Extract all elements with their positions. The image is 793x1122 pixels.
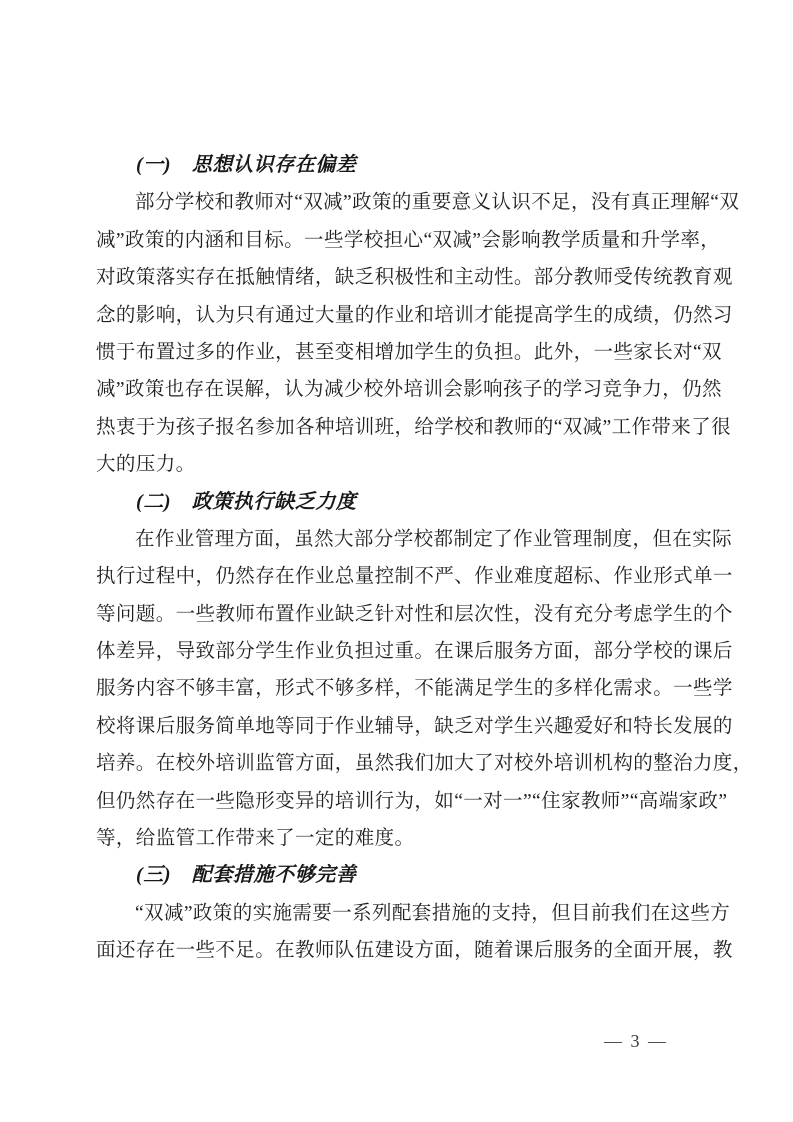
body-line: 培养。在校外培训监管方面，虽然我们加大了对校外培训机构的整治力度， [96, 753, 753, 775]
section-heading-3: (三) 配套措施不够完善 [136, 864, 357, 887]
body-line: 大的压力。 [96, 454, 196, 476]
body-line: 体差异，导致部分学生作业负担过重。在课后服务方面，部分学校的课后 [96, 641, 733, 663]
body-line: 等问题。一些教师布置作业缺乏针对性和层次性，没有充分考虑学生的个 [96, 603, 733, 625]
body-line: 校将课后服务简单地等同于作业辅导，缺乏对学生兴趣爱好和特长发展的 [96, 715, 733, 737]
section-heading-2: (二) 政策执行缺乏力度 [136, 490, 357, 513]
body-line: 在作业管理方面，虽然大部分学校都制定了作业管理制度，但在实际 [135, 528, 733, 550]
body-line: 热衷于为孩子报名参加各种培训班，给学校和教师的“双减”工作带来了很 [96, 416, 732, 438]
body-line: “双减”政策的实施需要一系列配套措施的支持，但目前我们在这些方 [135, 902, 731, 924]
section-heading-1: (一) 思想认识存在偏差 [136, 154, 357, 176]
body-line: 惯于布置过多的作业，甚至变相增加学生的负担。此外，一些家长对“双 [96, 341, 722, 363]
body-line: 念的影响，认为只有通过大量的作业和培训才能提高学生的成绩，仍然习 [96, 304, 733, 326]
body-line: 执行过程中，仍然存在作业总量控制不严、作业难度超标、作业形式单一 [96, 566, 733, 588]
document-body [96, 147, 753, 970]
body-line: 对政策落实存在抵触情绪，缺乏积极性和主动性。部分教师受传统教育观 [96, 267, 733, 289]
body-line: 减”政策也存在误解，认为减少校外培训会影响孩子的学习竞争力，仍然 [96, 379, 722, 401]
body-line: 减”政策的内涵和目标。一些学校担心“双减”会影响教学质量和升学率， [96, 229, 721, 251]
body-line: 但仍然存在一些隐形变异的培训行为，如“一对一”“住家教师”“高端家政” [96, 790, 728, 812]
body-line: 部分学校和教师对“双减”政策的重要意义认识不足，没有真正理解“双 [135, 192, 740, 214]
body-line: 等，给监管工作带来了一定的难度。 [96, 828, 415, 850]
page-number: — 3 — [604, 1031, 668, 1051]
body-line: 面还存在一些不足。在教师队伍建设方面，随着课后服务的全面开展，教 [96, 940, 733, 962]
body-line: 服务内容不够丰富，形式不够多样，不能满足学生的多样化需求。一些学 [96, 678, 733, 700]
